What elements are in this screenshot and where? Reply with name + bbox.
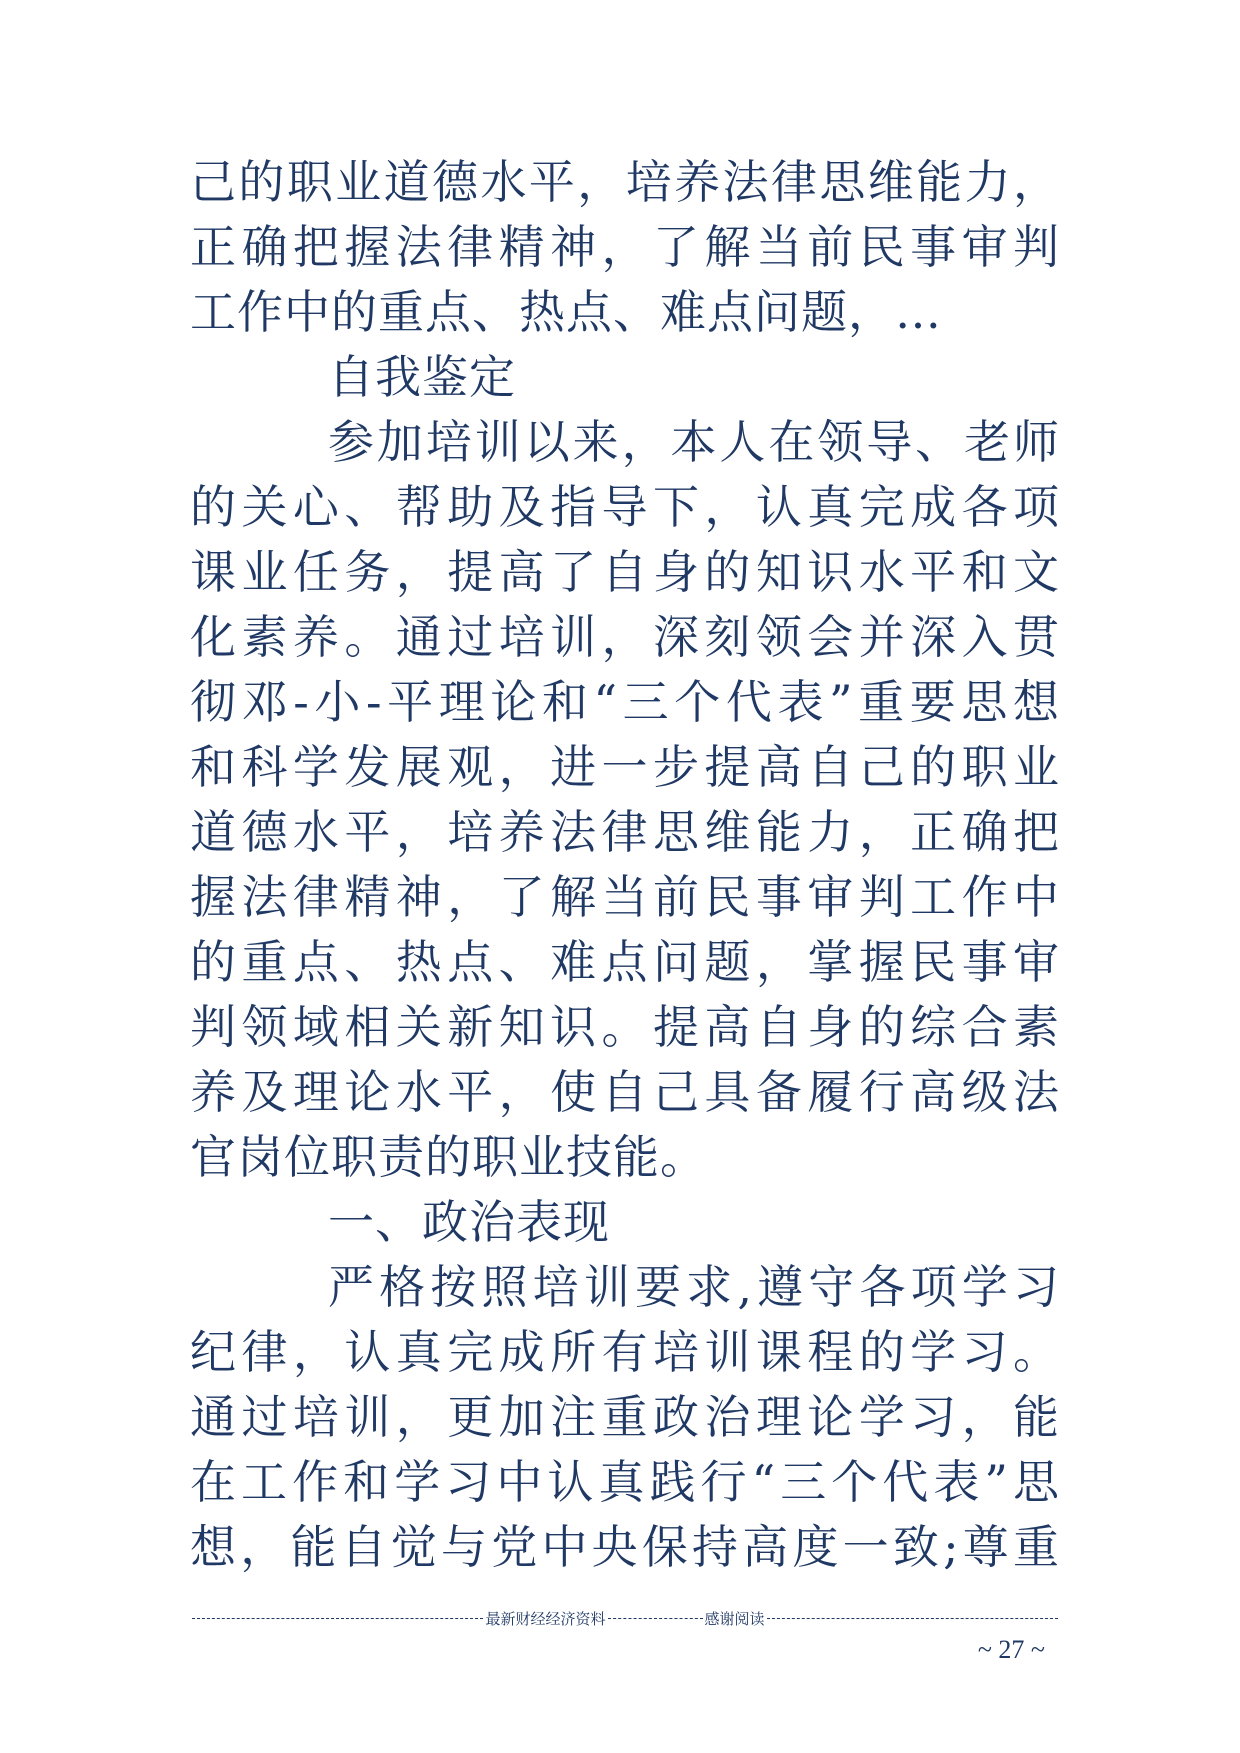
text-line: 判领域相关新知识。提高自身的综合素 bbox=[190, 1000, 1060, 1054]
text-line: 正确把握法律精神，了解当前民事审判 bbox=[190, 220, 1060, 274]
text-line: 彻邓-小-平理论和“三个代表”重要思想 bbox=[190, 675, 1060, 729]
text-line: 通过培训，更加注重政治理论学习，能 bbox=[190, 1390, 1060, 1444]
text-line: 工作中的重点、热点、难点问题，… bbox=[190, 285, 942, 339]
text-line: 在工作和学习中认真践行“三个代表”思 bbox=[190, 1455, 1060, 1509]
document-body bbox=[190, 150, 1060, 1580]
footer-divider bbox=[192, 1618, 483, 1619]
page-number: ~ 27 ~ bbox=[977, 1635, 1045, 1664]
footer-divider bbox=[608, 1618, 703, 1619]
footer-source-label: 最新财经经济资料 bbox=[485, 1609, 606, 1628]
text-line: 道德水平，培养法律思维能力，正确把 bbox=[190, 805, 1060, 859]
paragraph-first-line: 一、政治表现 bbox=[328, 1195, 610, 1249]
text-line: 想，能自觉与党中央保持高度一致;尊重 bbox=[190, 1520, 1060, 1574]
text-line: 官岗位职责的职业技能。 bbox=[190, 1130, 707, 1184]
text-line: 化素养。通过培训，深刻领会并深入贯 bbox=[190, 610, 1060, 664]
paragraph-first-line: 自我鉴定 bbox=[328, 350, 516, 404]
text-line: 纪律，认真完成所有培训课程的学习。 bbox=[190, 1325, 1060, 1379]
text-line: 的重点、热点、难点问题，掌握民事审 bbox=[190, 935, 1060, 989]
footer-thanks-label: 感谢阅读 bbox=[704, 1609, 765, 1628]
text-line: 和科学发展观，进一步提高自己的职业 bbox=[190, 740, 1060, 794]
text-line: 课业任务，提高了自身的知识水平和文 bbox=[190, 545, 1060, 599]
footer-divider bbox=[767, 1618, 1058, 1619]
text-line: 的关心、帮助及指导下，认真完成各项 bbox=[190, 480, 1060, 534]
page-footer bbox=[190, 1606, 1060, 1630]
text-line: 养及理论水平，使自己具备履行高级法 bbox=[190, 1065, 1060, 1119]
text-line: 握法律精神，了解当前民事审判工作中 bbox=[190, 870, 1060, 924]
text-line: 己的职业道德水平，培养法律思维能力， bbox=[190, 155, 1060, 209]
paragraph-first-line: 参加培训以来，本人在领导、老师 bbox=[328, 415, 1060, 469]
paragraph-first-line: 严格按照培训要求,遵守各项学习 bbox=[328, 1260, 1060, 1314]
